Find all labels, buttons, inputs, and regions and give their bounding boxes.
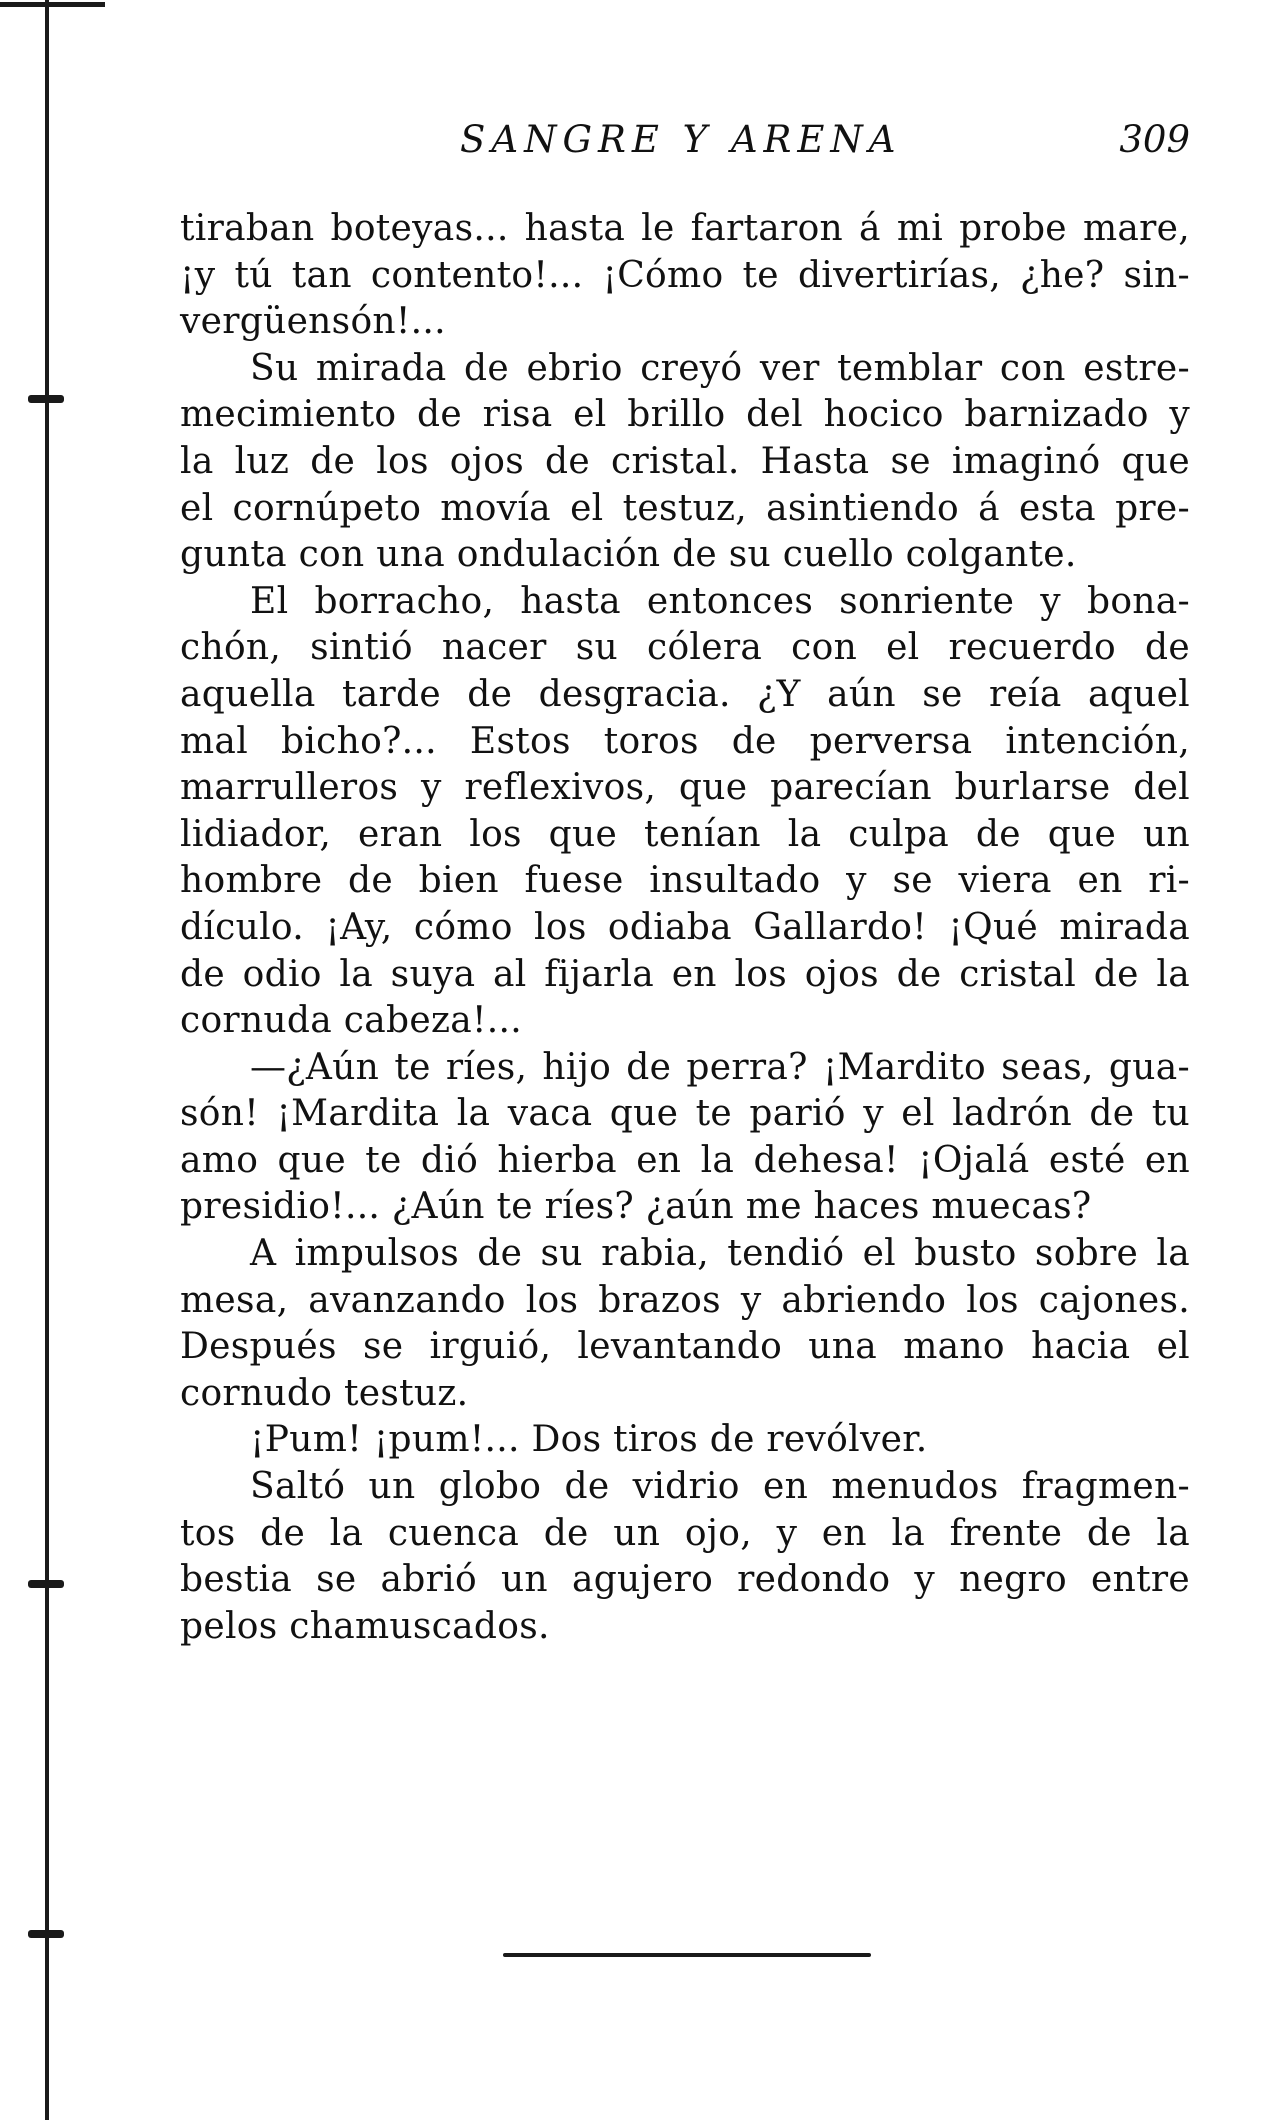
binding-rule-mark xyxy=(28,1580,64,1588)
text-line: de odio la suya al fijarla en los ojos de cristal de la xyxy=(180,953,1190,995)
text-line: ¡Pum! ¡pum!... Dos tiros de revólver. xyxy=(250,1419,928,1461)
text-line: tos de la cuenca de un ojo, y en la frente de la xyxy=(180,1512,1190,1554)
text-line: —¿Aún te ríes, hijo de perra? ¡Mardito seas, gua- xyxy=(250,1046,1190,1088)
text-line: cornudo testuz. xyxy=(180,1372,469,1414)
text-line: Su mirada de ebrio creyó ver temblar con estre- xyxy=(250,347,1190,389)
text-line: el cornúpeto movía el testuz, asintiendo á esta pre- xyxy=(180,487,1190,529)
text-line: Después se irguió, levantando una mano hacia el xyxy=(180,1326,1190,1368)
text-line: aquella tarde de desgracia. ¿Y aún se reía aquel xyxy=(180,673,1190,715)
binding-rule-mark xyxy=(28,395,64,403)
text-line: la luz de los ojos de cristal. Hasta se imaginó que xyxy=(180,440,1190,482)
text-line: amo que te dió hierba en la dehesa! ¡Ojalá esté en xyxy=(180,1139,1190,1181)
text-line: A impulsos de su rabia, tendió el busto sobre la xyxy=(250,1233,1190,1275)
text-line: presidio!... ¿Aún te ríes? ¿aún me haces muecas? xyxy=(180,1186,1092,1228)
page-header xyxy=(180,118,1190,168)
running-title: SANGRE Y ARENA xyxy=(460,118,902,161)
text-line: gunta con una ondulación de su cuello colgante. xyxy=(180,534,1077,576)
text-line: mesa, avanzando los brazos y abriendo los cajones. xyxy=(180,1279,1190,1321)
binding-rule-cap xyxy=(0,2,105,7)
binding-rule-mark xyxy=(28,1930,64,1938)
text-line: tiraban boteyas... hasta le fartaron á mi probe mare, xyxy=(180,208,1190,249)
text-line: cornuda cabeza!... xyxy=(180,1000,522,1042)
text-line: són! ¡Mardita la vaca que te parió y el ladrón de tu xyxy=(180,1093,1190,1135)
text-line: chón, sintió nacer su cólera con el recuerdo de xyxy=(180,627,1190,669)
text-line: dículo. ¡Ay, cómo los odiaba Gallardo! ¡Qué mirada xyxy=(180,906,1190,948)
body-text xyxy=(180,206,1190,1650)
page-number: 309 xyxy=(1119,118,1190,161)
binding-rule xyxy=(45,0,49,2120)
text-line: pelos chamuscados. xyxy=(180,1605,550,1647)
text-line: Saltó un globo de vidrio en menudos fragmen- xyxy=(250,1466,1190,1508)
text-line: mecimiento de risa el brillo del hocico barnizado y xyxy=(180,394,1190,436)
text-line: vergüensón!... xyxy=(180,301,446,343)
text-line: ¡y tú tan contento!... ¡Cómo te divertirías, ¿he? sin- xyxy=(180,254,1190,296)
text-line: marrulleros y reflexivos, que parecían burlarse del xyxy=(180,767,1190,809)
text-line: El borracho, hasta entonces sonriente y bona- xyxy=(250,580,1190,622)
text-line: bestia se abrió un agujero redondo y negro entre xyxy=(180,1559,1190,1601)
text-line: mal bicho?... Estos toros de perversa intención, xyxy=(180,720,1190,762)
text-line: hombre de bien fuese insultado y se viera en ri- xyxy=(180,860,1190,902)
chapter-end-rule xyxy=(503,1953,871,1957)
text-line: lidiador, eran los que tenían la culpa de que un xyxy=(180,813,1190,855)
